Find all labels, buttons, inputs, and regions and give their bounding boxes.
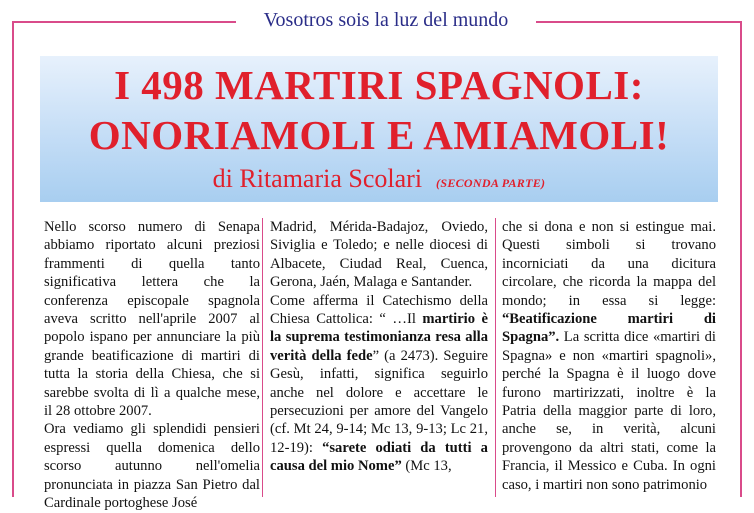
author-name: di Ritamaria Scolari — [212, 164, 423, 193]
paragraph: Madrid, Mérida-Badajoz, Oviedo, Siviglia e Toledo; e nelle diocesi di Albacete, Ciudad Real, Cuenca, Gerona, Jaén, Malaga e Santander. — [270, 219, 488, 291]
article-column-3 — [502, 218, 716, 494]
text-run: Come afferma il Catechismo della Chiesa Cattolica: “ …Il — [270, 292, 488, 328]
frame-left-line — [12, 21, 14, 497]
headline-line-1: I 498 MARTIRI SPAGNOLI: — [114, 62, 644, 108]
text-run: ” (a 2473). Seguire Gesù, infatti, significa seguirlo anche nel dolore e accettare le persecuzioni per amore del Vangelo (cf. Mt 24, 9-14; Mc 13, 9-13; Lc 21, 12-19): — [270, 347, 488, 456]
article-column-2 — [270, 218, 488, 476]
masthead: Vosotros sois la luz del mundo — [236, 6, 536, 34]
byline — [40, 164, 718, 198]
column-divider-2 — [495, 218, 496, 497]
emphasis-quote: martirio è la suprema testimonianza resa alla verità della fede — [270, 311, 488, 364]
emphasis-quote: “sarete odiati da tutti a causa del mio Nome” — [270, 439, 488, 475]
column-divider-1 — [262, 218, 263, 497]
emphasis-quote: “Beatificazione martiri di Spagna”. — [502, 311, 716, 346]
paragraph: Nello scorso numero di Senapa abbiamo riportato alcuni preziosi frammenti di quella tanto significativa lettera che la conferenza episcopale spagnola aveva scritto nell'aprile 2007 al popolo ispano per annunciare la più grande beatificazione di martiri di tutta la storia della Chiesa, che si sarebbe svolta di lì a qualche mese, il 28 ottobre 2007. — [44, 219, 260, 420]
headline-line-2: ONORIAMOLI E AMIAMOLI! — [88, 112, 670, 158]
text-run: (Mc 13, — [401, 458, 452, 475]
text-run: La scritta dice «martiri di Spagna» e non «martiri spagnoli», perché la Spagna è il luogo dove furono martirizzati, inoltre è la Patria della maggior parte di loro, anche se, in verità, alcuni provengono da altri stati, come la Francia, il Messico e Cuba. In ogni caso, i martiri non sono patrimonio — [502, 329, 716, 493]
paragraph — [502, 218, 716, 494]
title-banner — [40, 56, 718, 202]
text-run: che si dona e non si estingue mai. Questi simboli si trovano incorniciati da una dicitura circolare, che ricorda la mappa del mondo; in essa si legge: — [502, 219, 716, 309]
frame-right-line — [740, 21, 742, 497]
article-column-1 — [44, 218, 260, 513]
paragraph: Ora vediamo gli splendidi pensieri espressi quella domenica dello scorso autunno nell'omelia pronunciata in piazza San Pietro dal Cardinale portoghese José — [44, 421, 260, 512]
part-label: (SECONDA PARTE) — [436, 176, 546, 190]
paragraph — [270, 292, 488, 476]
